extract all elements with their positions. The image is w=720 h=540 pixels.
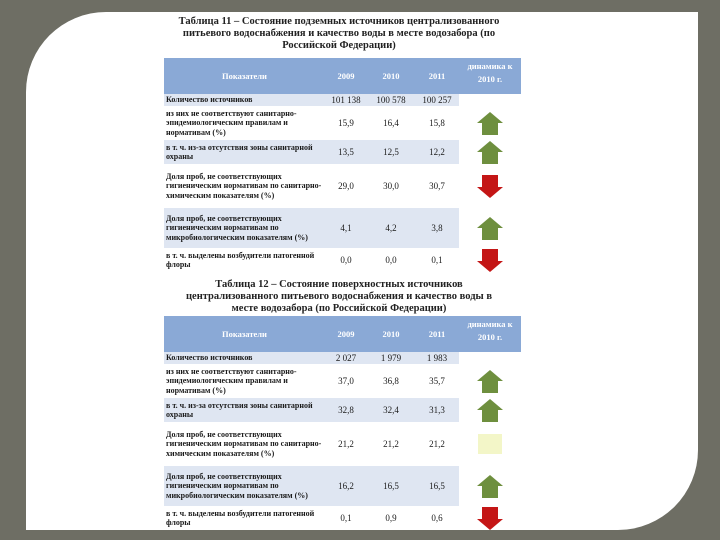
cell-v2011: 0,6 (415, 506, 459, 530)
cell-v2009: 101 138 (325, 94, 367, 106)
table-row (164, 208, 521, 248)
cell-v2010: 1 979 (367, 352, 415, 364)
cell-v2010: 21,2 (367, 422, 415, 466)
column-header: 2010 (367, 316, 415, 352)
caption-line: Таблица 12 – Состояние поверхностных источников (215, 279, 463, 290)
row-label: в т. ч. выделены возбудители патогенной флоры (164, 506, 325, 530)
cell-v2010: 0,9 (367, 506, 415, 530)
trend-cell (459, 248, 521, 272)
trend-cell (459, 164, 521, 208)
row-label: Доля проб, не соответствующих гигиеническим нормативам по санитарно-химическим показателям (%) (164, 164, 325, 208)
arrow-down-icon (477, 175, 503, 198)
table-row (164, 398, 521, 422)
row-label: в т. ч. из-за отсутствия зоны санитарной охраны (164, 398, 325, 422)
cell-v2011: 31,3 (415, 398, 459, 422)
row-label: Доля проб, не соответствующих гигиеническим нормативам по санитарно-химическим показателям (%) (164, 422, 325, 466)
row-label: Доля проб, не соответствующих гигиеническим нормативам по микробиологическим показателям (%) (164, 466, 325, 506)
table-row (164, 466, 521, 506)
arrow-up-icon (477, 217, 503, 240)
cell-v2009: 37,0 (325, 364, 367, 398)
table-row (164, 248, 521, 272)
document-page (154, 14, 524, 527)
cell-v2009: 29,0 (325, 164, 367, 208)
trend-cell (459, 466, 521, 506)
table-row (164, 140, 521, 164)
arrow-up-icon (477, 141, 503, 164)
trend-cell (459, 208, 521, 248)
row-label: в т. ч. выделены возбудители патогенной флоры (164, 248, 325, 272)
table-row (164, 94, 521, 106)
arrow-up-icon (477, 475, 503, 498)
column-header: 2009 (325, 58, 367, 94)
cell-v2009: 0,0 (325, 248, 367, 272)
header-row (164, 316, 521, 352)
cell-v2009: 4,1 (325, 208, 367, 248)
caption-line: месте водозабора (по Российской Федерации) (231, 303, 447, 314)
column-header: Показатели (164, 58, 325, 94)
table-row (164, 506, 521, 530)
trend-cell (459, 94, 521, 106)
cell-v2011: 3,8 (415, 208, 459, 248)
arrow-up-icon (477, 399, 503, 422)
cell-v2010: 12,5 (367, 140, 415, 164)
cell-v2009: 32,8 (325, 398, 367, 422)
row-label: Количество источников (164, 352, 325, 364)
column-header: 2009 (325, 316, 367, 352)
header-row (164, 58, 521, 94)
trend-cell (459, 140, 521, 164)
row-label: из них не соответствуют санитарно-эпидемиологическим правилам и нормативам (%) (164, 106, 325, 140)
cell-v2010: 30,0 (367, 164, 415, 208)
caption-line: централизованного питьевого водоснабжения и качество воды в (185, 291, 492, 302)
row-label: из них не соответствуют санитарно-эпидемиологическим правилам и нормативам (%) (164, 364, 325, 398)
trend-cell (459, 398, 521, 422)
trend-cell (459, 422, 521, 466)
arrow-down-icon (477, 249, 503, 272)
table1-caption (154, 16, 524, 52)
column-header: 2011 (415, 316, 459, 352)
column-header: 2011 (415, 58, 459, 94)
table-row (164, 352, 521, 364)
cell-v2009: 16,2 (325, 466, 367, 506)
table-row (164, 164, 521, 208)
cell-v2011: 12,2 (415, 140, 459, 164)
cell-v2010: 16,4 (367, 106, 415, 140)
table2-caption (154, 279, 524, 315)
column-header: 2010 (367, 58, 415, 94)
cell-v2011: 35,7 (415, 364, 459, 398)
table-row (164, 106, 521, 140)
table1 (164, 58, 521, 272)
arrow-down-icon (477, 507, 503, 530)
caption-line: Российской Федерации) (282, 40, 396, 51)
row-label: в т. ч. из-за отсутствия зоны санитарной охраны (164, 140, 325, 164)
cell-v2011: 0,1 (415, 248, 459, 272)
column-header: динамика к 2010 г. (459, 316, 521, 352)
cell-v2010: 100 578 (367, 94, 415, 106)
cell-v2011: 21,2 (415, 422, 459, 466)
caption-line: питьевого водоснабжения и качество воды в месте водозабора (по (182, 28, 496, 39)
cell-v2010: 36,8 (367, 364, 415, 398)
cell-v2011: 16,5 (415, 466, 459, 506)
cell-v2009: 15,9 (325, 106, 367, 140)
cell-v2009: 2 027 (325, 352, 367, 364)
cell-v2009: 13,5 (325, 140, 367, 164)
cell-v2009: 0,1 (325, 506, 367, 530)
trend-cell (459, 106, 521, 140)
column-header: Показатели (164, 316, 325, 352)
arrow-up-icon (477, 370, 503, 393)
cell-v2009: 21,2 (325, 422, 367, 466)
table-row (164, 422, 521, 466)
table-row (164, 364, 521, 398)
cell-v2011: 15,8 (415, 106, 459, 140)
caption-line: Таблица 11 – Состояние подземных источников централизованного (178, 16, 500, 27)
no-change-icon (478, 434, 502, 454)
row-label: Доля проб, не соответствующих гигиеническим нормативам по микробиологическим показателям (%) (164, 208, 325, 248)
arrow-up-icon (477, 112, 503, 135)
cell-v2011: 30,7 (415, 164, 459, 208)
trend-cell (459, 364, 521, 398)
cell-v2010: 16,5 (367, 466, 415, 506)
table2 (164, 316, 521, 530)
cell-v2011: 100 257 (415, 94, 459, 106)
column-header: динамика к 2010 г. (459, 58, 521, 94)
cell-v2010: 0,0 (367, 248, 415, 272)
trend-cell (459, 352, 521, 364)
trend-cell (459, 506, 521, 530)
cell-v2011: 1 983 (415, 352, 459, 364)
row-label: Количество источников (164, 94, 325, 106)
cell-v2010: 32,4 (367, 398, 415, 422)
cell-v2010: 4,2 (367, 208, 415, 248)
